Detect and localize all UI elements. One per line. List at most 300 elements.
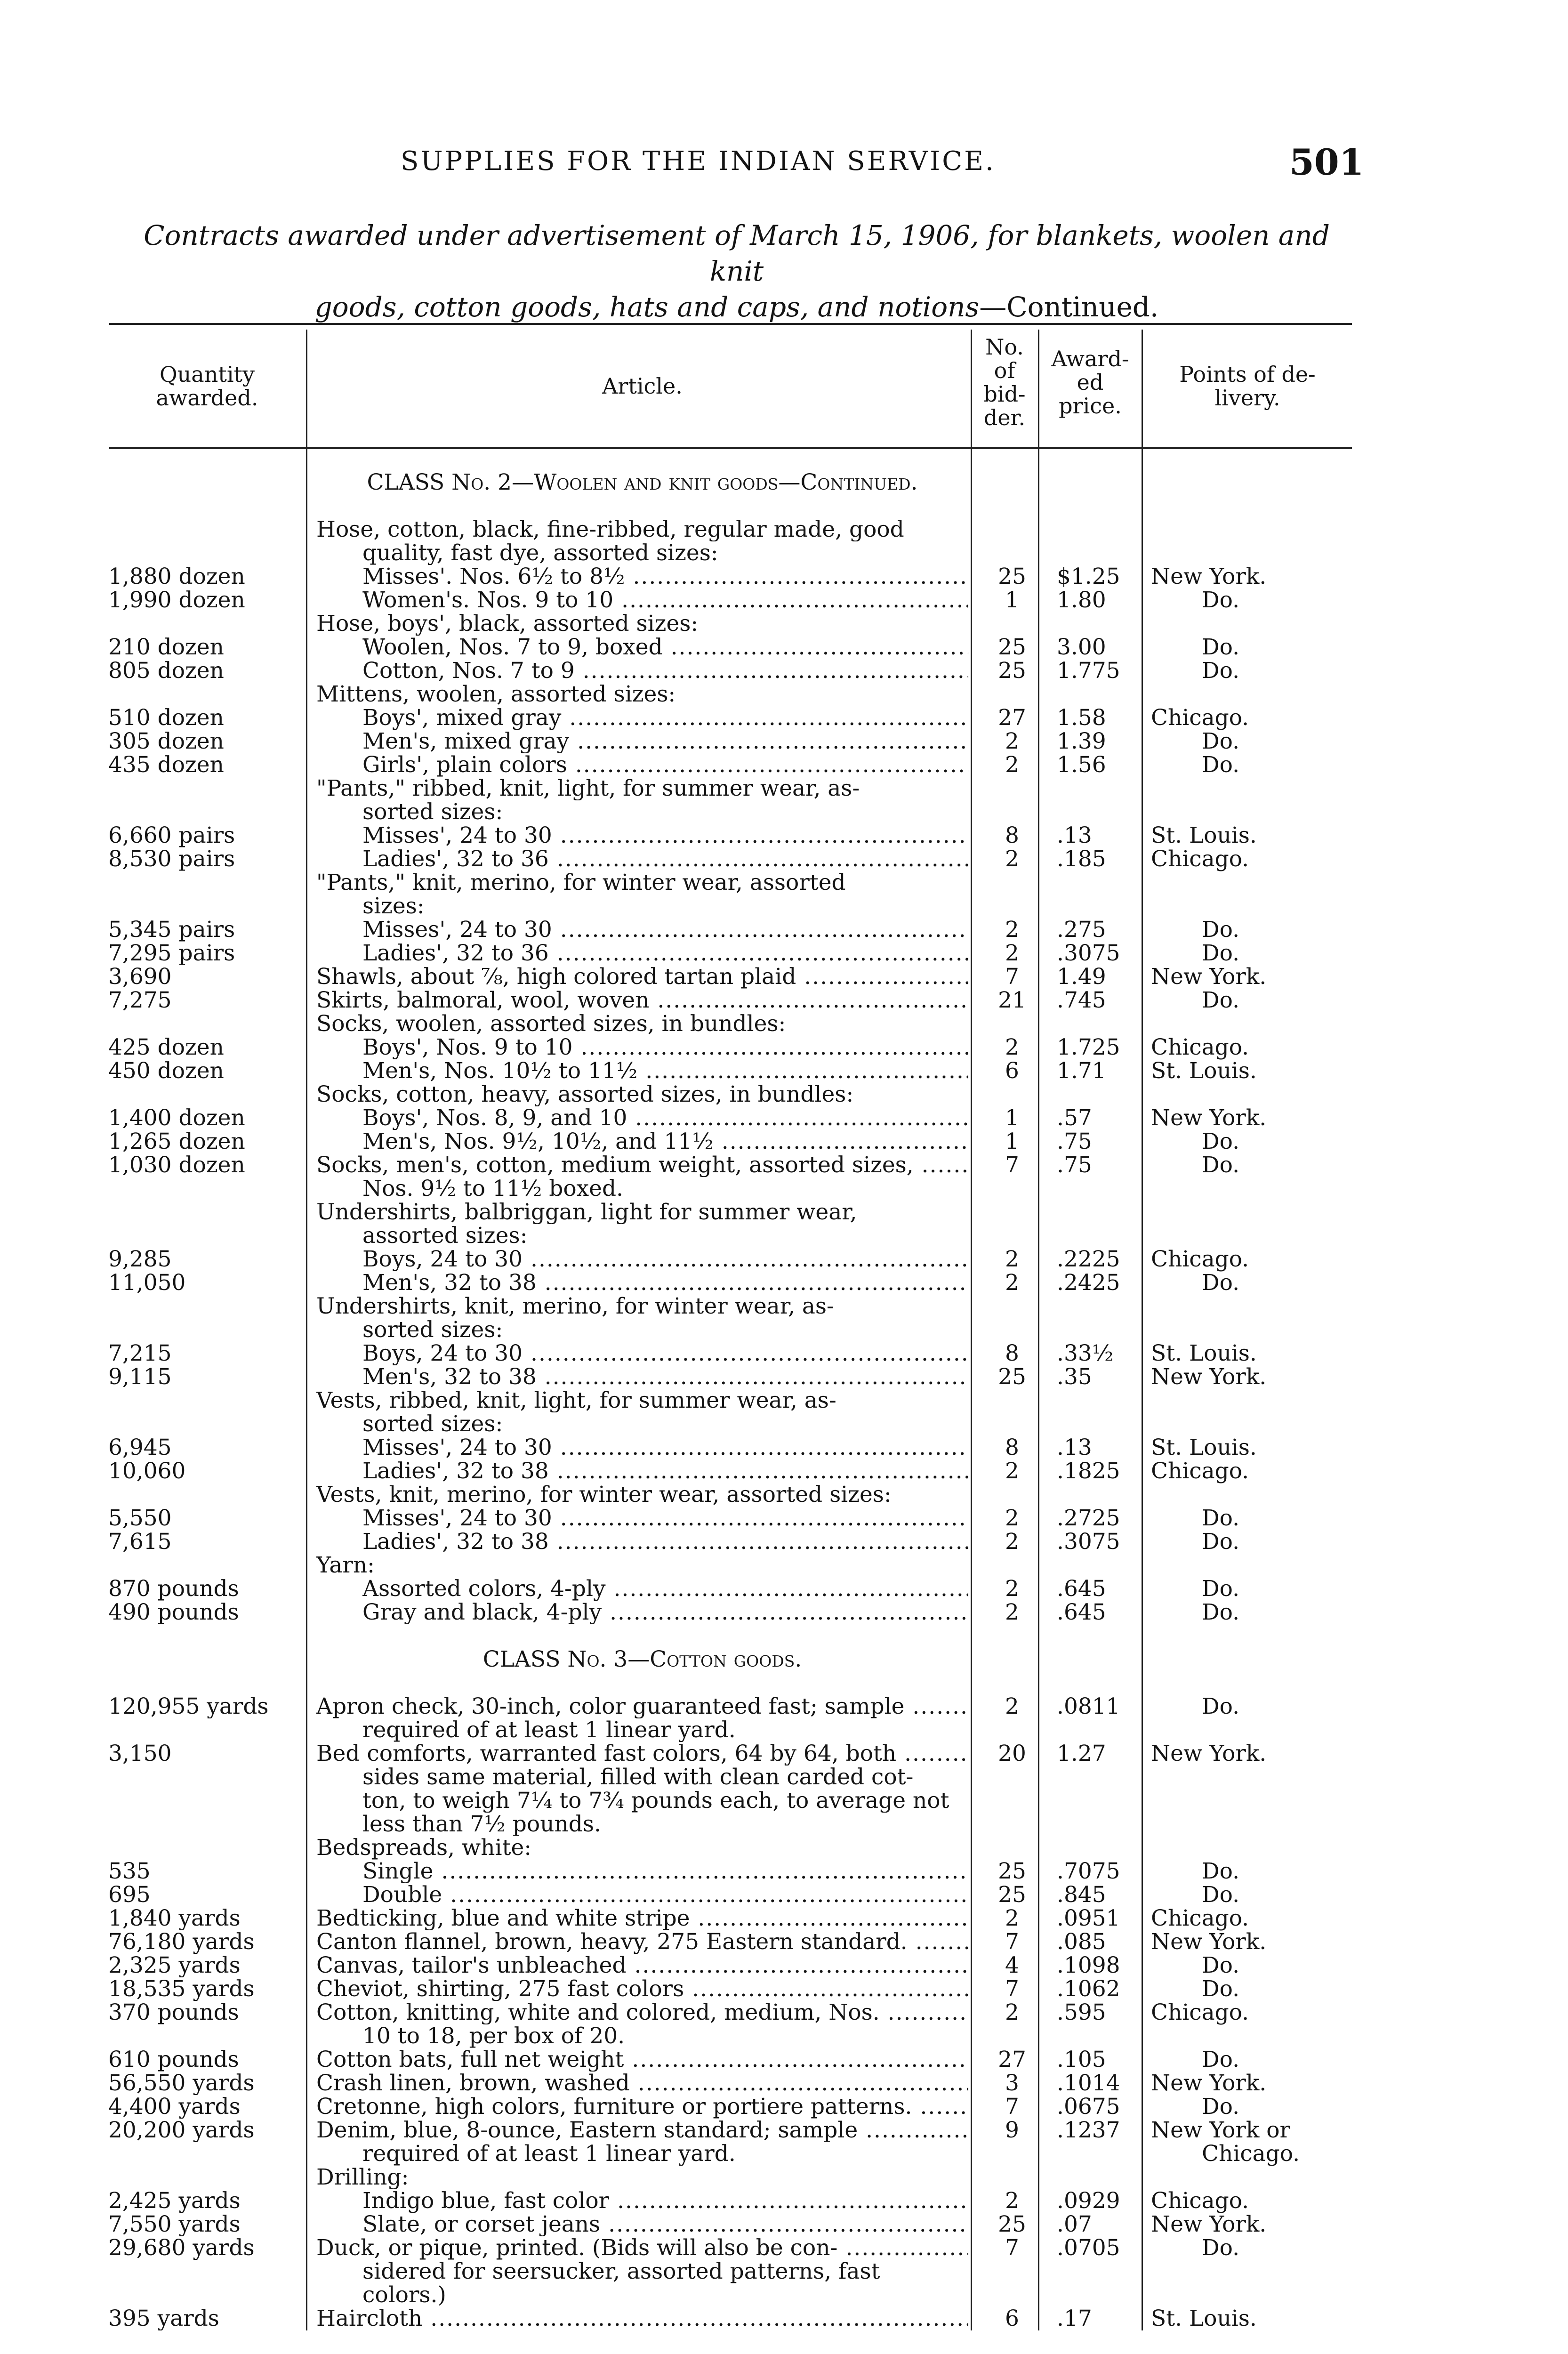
price-cell: .35 [1057,1364,1092,1390]
article-cell: Gray and black, 4-ply ..... [362,1601,968,1624]
article-cell: Ladies', 32 to 38 ..... [362,1459,968,1483]
table-row [0,1954,1568,1977]
table-row [0,612,1568,636]
article-cell: Boys', Nos. 8, 9, and 10 ..... [362,1106,968,1130]
quantity-cell: 2,425 yards [108,2189,241,2213]
article-cell: Crash linen, brown, washed ..... [316,2072,968,2095]
article-cell: Slate, or corset jeans ..... [362,2213,968,2236]
header-article: Article. [602,373,683,399]
bidder-cell: 6 [1005,2306,1019,2331]
article-cell: Drilling: [316,2166,409,2189]
quantity-cell: 1,265 dozen [108,1130,245,1153]
bidder-cell: 7 [1005,1152,1019,1178]
delivery-cell: New York. [1151,2211,1267,2237]
article-cell: less than 7½ pounds. [362,1813,601,1836]
table-row [0,1412,1568,1436]
delivery-cell: Do. [1202,2094,1240,2120]
article-cell: Denim, blue, 8-ounce, Eastern standard; sample ..... [316,2119,968,2142]
table-row [0,1201,1568,1224]
article-cell: Double ..... [362,1883,968,1907]
table-row [0,1083,1568,1106]
price-cell: 1.71 [1057,1058,1106,1084]
table-row [0,2001,1568,2024]
article-cell: Men's, mixed gray ..... [362,730,968,753]
quantity-cell: 3,690 [108,965,172,989]
table-row [0,918,1568,942]
bidder-cell: 2 [1005,846,1019,872]
price-cell: .33½ [1057,1340,1114,1366]
bidder-cell: 2 [1005,752,1019,778]
quantity-cell: 10,060 [108,1459,186,1483]
bidder-cell: 25 [998,564,1026,589]
article-cell: Cheviot, shirting, 275 fast colors ..... [316,1977,968,2001]
delivery-cell: Do. [1202,1599,1240,1625]
article-cell: Vests, knit, merino, for winter wear, assorted sizes: [316,1483,892,1507]
article-cell: Boys, 24 to 30 ..... [362,1342,968,1365]
price-cell: 1.58 [1057,705,1106,731]
price-cell: 1.27 [1057,1741,1106,1766]
article-cell: Boys, 24 to 30 ..... [362,1248,968,1271]
table-row [0,1766,1568,1789]
quantity-cell: 7,295 pairs [108,942,235,965]
table-row [0,1530,1568,1554]
table-row [0,1436,1568,1459]
quantity-cell: 9,285 [108,1248,172,1271]
article-cell: Canvas, tailor's unbleached ..... [316,1954,968,1977]
table-row [0,1577,1568,1601]
price-cell: .1237 [1057,2117,1120,2143]
price-cell: .845 [1057,1882,1106,1908]
article-cell: Men's, Nos. 9½, 10½, and 11½ ..... [362,1130,968,1153]
price-cell: .0929 [1057,2188,1120,2214]
delivery-cell: St. Louis. [1151,1435,1257,1460]
article-cell: Mittens, woolen, assorted sizes: [316,683,676,706]
table-row [0,1318,1568,1342]
table-row [0,942,1568,965]
article-cell: 10 to 18, per box of 20. [362,2024,625,2048]
table-row [0,847,1568,871]
article-cell: Boys', mixed gray ..... [362,706,968,730]
article-cell: Ladies', 32 to 38 ..... [362,1530,968,1554]
table-row [0,1224,1568,1248]
table-row [0,1718,1568,1742]
article-cell: Cretonne, high colors, furniture or portiere patterns. ..... [316,2095,968,2119]
article-cell: required of at least 1 linear yard. [362,1718,736,1742]
delivery-cell: New York. [1151,964,1267,990]
price-cell: .645 [1057,1576,1106,1602]
price-cell: .085 [1057,1929,1106,1955]
bidder-cell: 7 [1005,964,1019,990]
table-row [0,588,1568,612]
class-heading-row [0,471,1568,494]
table-row [0,1907,1568,1930]
table-row [0,1012,1568,1036]
price-cell: .645 [1057,1599,1106,1625]
delivery-cell: Do. [1202,2047,1240,2072]
price-cell: .3075 [1057,940,1120,966]
article-cell: sidered for seersucker, assorted patterns, fast [362,2260,880,2283]
table-row [0,683,1568,706]
bidder-cell: 2 [1005,1034,1019,1060]
price-cell: .275 [1057,917,1106,943]
table-row [0,659,1568,683]
bidder-cell: 2 [1005,1458,1019,1484]
table-row [0,1342,1568,1365]
price-cell: .3075 [1057,1529,1120,1555]
price-cell: .75 [1057,1129,1092,1154]
price-cell: 1.49 [1057,964,1106,990]
table-row [0,1554,1568,1577]
article-cell: Misses', 24 to 30 ..... [362,918,968,942]
quantity-cell: 370 pounds [108,2001,239,2024]
quantity-cell: 76,180 yards [108,1930,255,1954]
table-row [0,1671,1568,1695]
article-cell: ton, to weigh 7¼ to 7¾ pounds each, to average not [362,1789,949,1813]
quantity-cell: 1,030 dozen [108,1153,245,1177]
quantity-cell: 435 dozen [108,753,224,777]
bidder-cell: 25 [998,1364,1026,1390]
table-row [0,518,1568,541]
bidder-cell: 8 [1005,1340,1019,1366]
bidder-cell: 3 [1005,2070,1019,2096]
article-cell: Skirts, balmoral, wool, woven ..... [316,989,968,1012]
running-header: SUPPLIES FOR THE INDIAN SERVICE. [401,146,996,177]
class-heading-row [0,1648,1568,1671]
article-cell: Men's, Nos. 10½ to 11½ ..... [362,1059,968,1083]
price-cell: 1.56 [1057,752,1106,778]
price-cell: .1062 [1057,1976,1120,2002]
delivery-cell: St. Louis. [1151,2306,1257,2331]
table-row [0,1106,1568,1130]
bidder-cell: 9 [1005,2117,1019,2143]
article-cell: Socks, woolen, assorted sizes, in bundles: [316,1012,786,1036]
article-cell: Ladies', 32 to 36 ..... [362,942,968,965]
bidder-cell: 2 [1005,917,1019,943]
bidder-cell: 6 [1005,1058,1019,1084]
article-cell: Misses'. Nos. 6½ to 8½ ..... [362,565,968,588]
price-cell: .2225 [1057,1246,1120,1272]
caption-line-2: goods, cotton goods, hats and caps, and notions [314,291,980,323]
header-quantity: Quantity awarded. [156,362,258,411]
article-cell: Misses', 24 to 30 ..... [362,824,968,847]
table-row [0,1295,1568,1318]
table-row [0,1836,1568,1860]
article-cell: sizes: [362,895,425,918]
price-cell: .07 [1057,2211,1092,2237]
price-cell: .17 [1057,2306,1092,2331]
delivery-cell: Do. [1202,1976,1240,2002]
delivery-cell: Do. [1202,917,1240,943]
table-row [0,1930,1568,1954]
delivery-cell: Do. [1202,1882,1240,1908]
quantity-cell: 29,680 yards [108,2236,255,2260]
table-row [0,1883,1568,1907]
delivery-cell: New York or [1151,2117,1290,2143]
quantity-cell: 450 dozen [108,1059,224,1083]
bidder-cell: 2 [1005,728,1019,754]
table-row [0,753,1568,777]
quantity-cell: 490 pounds [108,1601,239,1624]
header-points: Points of de- livery. [1179,362,1316,411]
quantity-cell: 120,955 yards [108,1695,269,1718]
bidder-cell: 7 [1005,1976,1019,2002]
quantity-cell: 6,660 pairs [108,824,235,847]
quantity-cell: 8,530 pairs [108,847,235,871]
quantity-cell: 870 pounds [108,1577,239,1601]
article-cell: Bedticking, blue and white stripe ..... [316,1907,968,1930]
table-row [0,565,1568,588]
delivery-cell: Do. [1202,1270,1240,1296]
bidder-cell: 2 [1005,940,1019,966]
table-row [0,2095,1568,2119]
delivery-cell: Do. [1202,587,1240,613]
delivery-cell: Do. [1202,658,1240,684]
bidder-cell: 2 [1005,1505,1019,1531]
delivery-cell: Do. [1202,1576,1240,1602]
article-cell: Girls', plain colors ..... [362,753,968,777]
quantity-cell: 5,550 [108,1507,172,1530]
delivery-cell: Chicago. [1151,846,1249,872]
bidder-cell: 25 [998,1858,1026,1884]
article-cell: Hose, cotton, black, fine-ribbed, regular made, good [316,518,904,541]
quantity-cell: 56,550 yards [108,2072,255,2095]
table-row [0,2283,1568,2307]
bidder-cell: 2 [1005,1905,1019,1931]
delivery-cell: Chicago. [1151,1458,1249,1484]
table-row [0,1177,1568,1201]
bidder-cell: 2 [1005,1576,1019,1602]
bidder-cell: 25 [998,658,1026,684]
table-row [0,1483,1568,1507]
quantity-cell: 425 dozen [108,1036,224,1059]
bidder-cell: 27 [998,2047,1026,2072]
article-cell: Socks, men's, cotton, medium weight, assorted sizes, ..... [316,1153,968,1177]
price-cell: .13 [1057,1435,1092,1460]
table-row [0,1459,1568,1483]
delivery-cell: Do. [1202,940,1240,966]
delivery-cell: New York. [1151,2070,1267,2096]
bidder-cell: 2 [1005,1693,1019,1719]
table-row [0,541,1568,565]
table-row [0,2119,1568,2142]
quantity-cell: 7,550 yards [108,2213,241,2236]
article-cell: Ladies', 32 to 36 ..... [362,847,968,871]
article-cell: CLASS No. 3—Cotton goods. [482,1648,802,1671]
quantity-cell: 7,615 [108,1530,172,1554]
delivery-cell: Chicago. [1151,1999,1249,2025]
quantity-cell: 395 yards [108,2307,219,2330]
delivery-cell: Do. [1202,1152,1240,1178]
delivery-cell: Do. [1202,1129,1240,1154]
delivery-cell: Do. [1202,1952,1240,1978]
article-cell: required of at least 1 linear yard. [362,2142,736,2166]
quantity-cell: 805 dozen [108,659,224,683]
article-cell: Misses', 24 to 30 ..... [362,1507,968,1530]
article-cell: Socks, cotton, heavy, assorted sizes, in bundles: [316,1083,854,1106]
caption-continued: —Continued. [979,291,1159,323]
bidder-cell: 4 [1005,1952,1019,1978]
article-cell: Men's, 32 to 38 ..... [362,1365,968,1389]
price-cell: .0705 [1057,2235,1120,2261]
article-cell: Canton flannel, brown, heavy, 275 Eastern standard. ..... [316,1930,968,1954]
bidder-cell: 2 [1005,1999,1019,2025]
quantity-cell: 1,880 dozen [108,565,245,588]
article-cell: "Pants," knit, merino, for winter wear, assorted [316,871,846,895]
article-cell: quality, fast dye, assorted sizes: [362,541,718,565]
table-row [0,1601,1568,1624]
article-cell: sorted sizes: [362,1318,503,1342]
article-cell: Men's, 32 to 38 ..... [362,1271,968,1295]
article-cell: Assorted colors, 4-ply ..... [362,1577,968,1601]
table-row [0,1813,1568,1836]
price-cell: .185 [1057,846,1106,872]
article-cell: sides same material, filled with clean carded cot- [362,1766,914,1789]
table-row [0,1742,1568,1766]
table-row [0,494,1568,518]
table-row [0,1977,1568,2001]
article-cell: Hose, boys', black, assorted sizes: [316,612,699,636]
delivery-cell: New York. [1151,564,1267,589]
price-cell: .2725 [1057,1505,1120,1531]
table-row [0,1271,1568,1295]
caption-line-1: Contracts awarded under advertisement of March 15, 1906, for blankets, woolen and knit [144,219,1330,287]
bidder-cell: 8 [1005,1435,1019,1460]
article-cell: Indigo blue, fast color ..... [362,2189,968,2213]
table-row [0,2236,1568,2260]
article-cell: Haircloth ..... [316,2307,968,2330]
price-cell: .1014 [1057,2070,1120,2096]
table-row [0,2166,1568,2189]
page-number: 501 [1289,141,1364,183]
article-cell: assorted sizes: [362,1224,528,1248]
price-cell: .75 [1057,1152,1092,1178]
article-cell: Boys', Nos. 9 to 10 ..... [362,1036,968,1059]
quantity-cell: 18,535 yards [108,1977,255,2001]
price-cell: .13 [1057,822,1092,848]
delivery-cell: New York. [1151,1105,1267,1131]
bidder-cell: 21 [998,987,1026,1013]
quantity-cell: 1,840 yards [108,1907,241,1930]
article-cell: Vests, ribbed, knit, light, for summer wear, as- [316,1389,836,1412]
bidder-cell: 8 [1005,822,1019,848]
table-row [0,1789,1568,1813]
delivery-cell: New York. [1151,1929,1267,1955]
bidder-cell: 25 [998,1882,1026,1908]
article-cell: Shawls, about ⅞, high colored tartan plaid ..... [316,965,968,989]
price-cell: .0811 [1057,1693,1120,1719]
header-price: Award- ed price. [1051,346,1129,419]
bidder-cell: 2 [1005,2188,1019,2214]
quantity-cell: 210 dozen [108,636,224,659]
bidder-cell: 2 [1005,1599,1019,1625]
bidder-cell: 2 [1005,1529,1019,1555]
price-cell: 1.775 [1057,658,1120,684]
table-row [0,1695,1568,1718]
article-cell: Cotton bats, full net weight ..... [316,2048,968,2072]
article-cell: Yarn: [316,1554,375,1577]
table-row [0,636,1568,659]
bidder-cell: 1 [1005,1105,1019,1131]
quantity-cell: 1,400 dozen [108,1106,245,1130]
table-row [0,895,1568,918]
delivery-cell: New York. [1151,1364,1267,1390]
delivery-cell: Do. [1202,752,1240,778]
bidder-cell: 2 [1005,1270,1019,1296]
bidder-cell: 27 [998,705,1026,731]
table-row [0,706,1568,730]
quantity-cell: 610 pounds [108,2048,239,2072]
article-cell: colors.) [362,2283,446,2307]
table-header-rule [109,447,1352,449]
quantity-cell: 305 dozen [108,730,224,753]
price-cell: .57 [1057,1105,1092,1131]
price-cell: .595 [1057,1999,1106,2025]
article-cell: Bedspreads, white: [316,1836,532,1860]
bidder-cell: 7 [1005,1929,1019,1955]
table-row [0,730,1568,753]
price-cell: .2425 [1057,1270,1120,1296]
table-row [0,2142,1568,2166]
table-row [0,800,1568,824]
bidder-cell: 7 [1005,2094,1019,2120]
table-row [0,2024,1568,2048]
delivery-cell: Chicago. [1151,705,1249,731]
delivery-cell: New York. [1151,1741,1267,1766]
quantity-cell: 4,400 yards [108,2095,241,2119]
delivery-cell: Do. [1202,1529,1240,1555]
quantity-cell: 7,275 [108,989,172,1012]
article-cell: Nos. 9½ to 11½ boxed. [362,1177,623,1201]
table-row [0,965,1568,989]
bidder-cell: 1 [1005,1129,1019,1154]
quantity-cell: 695 [108,1883,151,1907]
price-cell: .745 [1057,987,1106,1013]
delivery-cell: Do. [1202,634,1240,660]
delivery-cell: Do. [1202,987,1240,1013]
article-cell: Duck, or pique, printed. (Bids will also be con- ..... [316,2236,968,2260]
price-cell: .1098 [1057,1952,1120,1978]
article-cell: "Pants," ribbed, knit, light, for summer wear, as- [316,777,860,800]
delivery-cell: Chicago. [1151,1905,1249,1931]
table-row [0,1248,1568,1271]
table-caption [118,218,1356,325]
price-cell: .105 [1057,2047,1106,2072]
table-row [0,1624,1568,1648]
delivery-cell: Chicago. [1151,1246,1249,1272]
delivery-cell: Do. [1202,2235,1240,2261]
table-row [0,777,1568,800]
quantity-cell: 535 [108,1860,151,1883]
price-cell: 1.725 [1057,1034,1120,1060]
delivery-cell: St. Louis. [1151,822,1257,848]
quantity-cell: 7,215 [108,1342,172,1365]
price-cell: 1.80 [1057,587,1106,613]
quantity-cell: 6,945 [108,1436,172,1459]
quantity-cell: 2,325 yards [108,1954,241,1977]
delivery-cell: Chicago. [1202,2141,1300,2167]
quantity-cell: 20,200 yards [108,2119,255,2142]
quantity-cell: 11,050 [108,1271,186,1295]
bidder-cell: 7 [1005,2235,1019,2261]
quantity-cell: 3,150 [108,1742,172,1766]
table-row [0,824,1568,847]
table-row [0,1130,1568,1153]
delivery-cell: St. Louis. [1151,1058,1257,1084]
quantity-cell: 5,345 pairs [108,918,235,942]
price-cell: 1.39 [1057,728,1106,754]
quantity-cell: 9,115 [108,1365,172,1389]
bidder-cell: 25 [998,2211,1026,2237]
